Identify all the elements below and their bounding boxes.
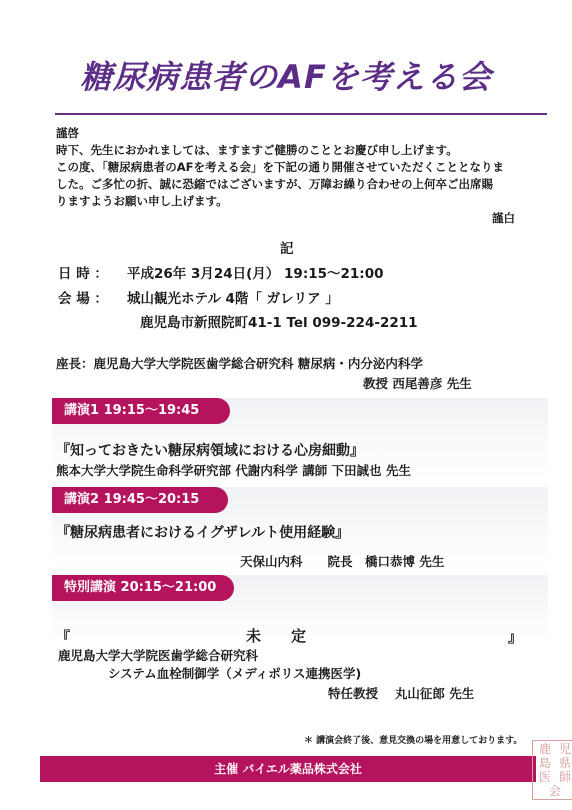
letter-line: した。ご多忙の折、誠に恐縮ではございますが、万障お繰り合わせの上何卒ご出席賜 [56, 177, 493, 191]
datetime-value: 平成26年 3月24日(月） 19:15～21:00 [127, 266, 384, 282]
sponsor-footer: 主催 バイエル薬品株式会社 [40, 756, 536, 782]
details-heading: 記 [280, 241, 294, 257]
talk-2-badge: 講演2 19:45～20:15 [52, 487, 228, 513]
venue-value: 城山観光ホテル 4階「 ガレリア 」 [127, 291, 339, 307]
page-title: 糖尿病患者のAFを考える会 [80, 58, 492, 96]
venue-label: 会 場 ： [58, 291, 108, 307]
datetime-label: 日 時 ： [58, 266, 108, 282]
talk-1-title: 『知っておきたい糖尿病領域における心房細動』 [56, 443, 364, 459]
address-line: 鹿児島市新照院町41-1 Tel 099-224-2211 [140, 315, 418, 331]
footnote: ＊ 講演会終了後、意見交換の場を用意しております。 [304, 736, 523, 746]
talk-1-badge: 講演1 19:15～19:45 [52, 398, 230, 424]
talk-2-speaker: 天保山内科 院長 橋口恭博 先生 [240, 554, 445, 569]
special-affiliation: 鹿児島大学大学院医歯学総合研究科 [58, 648, 259, 663]
letter-opening: 謹啓 [56, 126, 79, 140]
letter-line: この度、「糖尿病患者のAFを考える会」を下記の通り開催させていただくこととなりま [56, 160, 505, 174]
letter-closing: 謹白 [492, 211, 515, 225]
talk-1-speaker: 熊本大学大学院生命科学研究部 代謝内科学 講師 下田誠也 先生 [56, 463, 411, 478]
special-title-close: 』 [508, 630, 522, 646]
special-title-open: 『 [56, 630, 70, 646]
seal-stamp-icon: 鹿 児 島 県 医 師 会 [532, 740, 572, 800]
special-lecture-badge: 特別講演 20:15～21:00 [52, 575, 234, 601]
talk-2-title: 『糖尿病患者におけるイグザレルト使用経験』 [56, 525, 350, 541]
special-affiliation: システム血栓制御学（メディポリス連携医学) [108, 666, 362, 681]
title-rule [55, 113, 547, 115]
letter-line: 時下、先生におかれましては、ますますご健勝のこととお慶び申し上げます。 [56, 143, 458, 157]
letter-line: りますようお願い申し上げます。 [56, 194, 228, 208]
chair-name: 教授 西尾善彦 先生 [363, 376, 472, 391]
special-title: 未 定 [246, 627, 307, 645]
special-speaker: 特任教授 丸山征郎 先生 [328, 686, 475, 701]
chair-affiliation: 座長：鹿児島大学大学院医歯学総合研究科 糖尿病・内分泌内科学 [56, 356, 423, 371]
